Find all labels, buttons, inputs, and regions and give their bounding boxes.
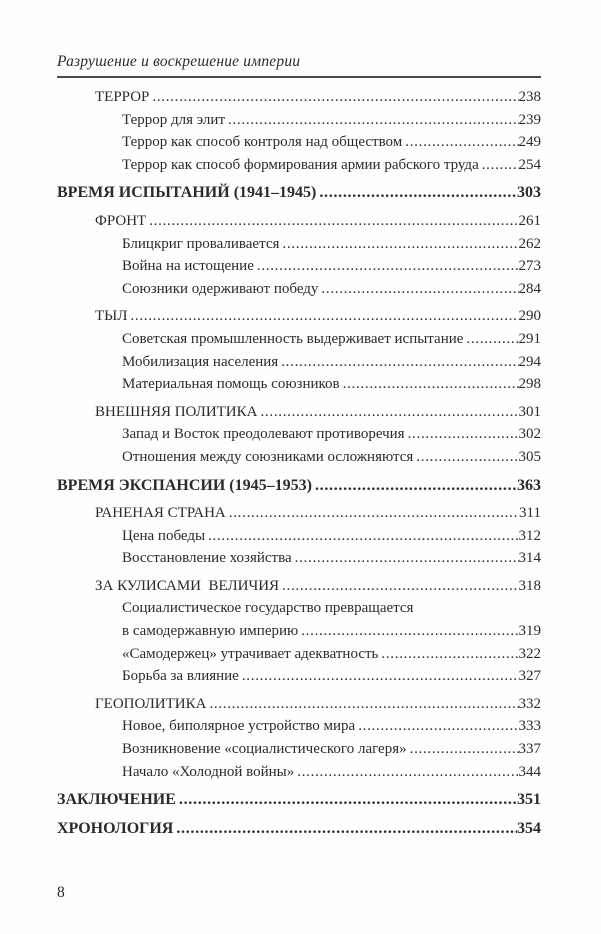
toc-entry-page: 333 bbox=[518, 718, 541, 735]
toc-entry-label: РАНЕНАЯ СТРАНА bbox=[95, 505, 226, 522]
toc-entry-label: Мобилизация населения bbox=[122, 353, 279, 370]
dot-leader bbox=[301, 620, 518, 643]
toc-entry-page: 314 bbox=[518, 550, 541, 567]
dot-leader bbox=[228, 109, 518, 132]
toc-entry-page: 312 bbox=[518, 527, 541, 544]
toc-entry bbox=[57, 182, 541, 205]
dot-leader bbox=[209, 693, 518, 716]
toc-entry-label: в самодержавную империю bbox=[122, 623, 299, 640]
dot-leader bbox=[416, 597, 541, 620]
dot-leader bbox=[179, 789, 517, 812]
toc-entry bbox=[122, 643, 541, 666]
toc-entry-label: Отношения между союзниками осложняются bbox=[122, 448, 414, 465]
dot-leader bbox=[229, 502, 519, 525]
toc-entry bbox=[122, 255, 541, 278]
toc-entry bbox=[122, 620, 541, 643]
toc-entry-label: Возникновение «социалистического лагеря» bbox=[122, 741, 407, 758]
dot-leader bbox=[297, 761, 518, 784]
dot-leader bbox=[408, 423, 519, 446]
toc-entry bbox=[122, 665, 541, 688]
toc-entry bbox=[122, 278, 541, 301]
toc-entry bbox=[95, 502, 541, 525]
toc-entry-page: 351 bbox=[517, 791, 541, 809]
toc-entry bbox=[122, 233, 541, 256]
toc-entry-page: 254 bbox=[518, 156, 541, 173]
toc-entry-label: Блицкриг проваливается bbox=[122, 235, 280, 252]
dot-leader bbox=[242, 665, 519, 688]
dot-leader bbox=[257, 255, 519, 278]
toc-entry bbox=[122, 131, 541, 154]
toc-entry-page: 327 bbox=[518, 668, 541, 685]
toc-entry-label: ГЕОПОЛИТИКА bbox=[95, 695, 207, 712]
toc-entry-page: 238 bbox=[518, 89, 541, 105]
toc-entry-label: ТЕРРОР bbox=[95, 89, 150, 105]
dot-leader bbox=[260, 401, 518, 424]
dot-leader bbox=[282, 575, 518, 598]
toc-entry-label: Террор для элит bbox=[122, 111, 226, 128]
toc-entry bbox=[122, 154, 541, 177]
toc-entry-label: Новое, биполярное устройство мира bbox=[122, 718, 356, 735]
dot-leader bbox=[416, 446, 518, 469]
toc-entry-label: Советская промышленность выдерживает испытание bbox=[122, 330, 464, 347]
toc-entry-page: 249 bbox=[518, 134, 541, 151]
toc-entry-label: Союзники одерживают победу bbox=[122, 280, 319, 297]
toc-entry bbox=[95, 401, 541, 424]
toc-entry-page: 298 bbox=[518, 376, 541, 393]
toc-entry-page: 305 bbox=[518, 448, 541, 465]
page-number: 8 bbox=[57, 884, 65, 901]
toc-entry-label: Террор как способ формирования армии рабского труда bbox=[122, 156, 479, 173]
dot-leader bbox=[319, 182, 517, 205]
dot-leader bbox=[315, 475, 517, 498]
toc-entry bbox=[122, 109, 541, 132]
toc-entry-page: 273 bbox=[518, 258, 541, 275]
toc-entry bbox=[122, 446, 541, 469]
toc-entry bbox=[95, 693, 541, 716]
toc-entry-page: 337 bbox=[518, 741, 541, 758]
toc-entry-page: 294 bbox=[518, 353, 541, 370]
toc-entry-label: ВНЕШНЯЯ ПОЛИТИКА bbox=[95, 403, 258, 420]
dot-leader bbox=[381, 643, 518, 666]
toc-entry-label: Начало «Холодной войны» bbox=[122, 763, 295, 780]
dot-leader bbox=[295, 547, 519, 570]
dot-leader bbox=[466, 328, 518, 351]
toc-entry-page: 239 bbox=[518, 111, 541, 128]
toc-entry bbox=[57, 818, 541, 841]
toc-entry-page: 303 bbox=[517, 184, 541, 202]
dot-leader bbox=[152, 86, 518, 109]
dot-leader bbox=[282, 233, 518, 256]
toc-entry-page: 291 bbox=[518, 330, 541, 347]
toc-entry-label: Социалистическое государство превращается bbox=[122, 600, 414, 617]
toc-entry-page: 322 bbox=[518, 645, 541, 662]
toc-entry bbox=[122, 328, 541, 351]
toc-entry-label: ХРОНОЛОГИЯ bbox=[57, 819, 174, 837]
toc-entry-page: 284 bbox=[518, 280, 541, 297]
toc-entry-label: ФРОНТ bbox=[95, 212, 147, 229]
toc-entry-label: «Самодержец» утрачивает адекватность bbox=[122, 645, 379, 662]
toc-entry-page: 354 bbox=[517, 819, 541, 837]
toc-entry-label: ЗАКЛЮЧЕНИЕ bbox=[57, 791, 176, 809]
dot-leader bbox=[176, 818, 517, 841]
toc-entry-page: 318 bbox=[518, 577, 541, 594]
dot-leader bbox=[405, 131, 518, 154]
toc-entry-page: 344 bbox=[518, 763, 541, 780]
toc-entry bbox=[122, 715, 541, 738]
toc-entry-label: Цена победы bbox=[122, 527, 206, 544]
toc-entry bbox=[122, 761, 541, 784]
toc-entry-page: 262 bbox=[518, 235, 541, 252]
toc-entry-page: 302 bbox=[518, 426, 541, 443]
toc-entry bbox=[122, 423, 541, 446]
toc-entry bbox=[95, 575, 541, 598]
dot-leader bbox=[410, 738, 519, 761]
toc-entry-page: 290 bbox=[518, 308, 541, 325]
toc-entry-label: Запад и Восток преодолевают противоречия bbox=[122, 426, 405, 443]
dot-leader bbox=[281, 351, 518, 374]
toc-entry-label: ВРЕМЯ ИСПЫТАНИЙ (1941–1945) bbox=[57, 184, 317, 202]
dot-leader bbox=[321, 278, 518, 301]
toc-entry-label: Восстановление хозяйства bbox=[122, 550, 292, 567]
toc-entry bbox=[57, 475, 541, 498]
dot-leader bbox=[208, 525, 518, 548]
toc-entry bbox=[122, 525, 541, 548]
toc-entry-page: 332 bbox=[518, 695, 541, 712]
dot-leader bbox=[343, 373, 519, 396]
toc-entry-page: 301 bbox=[518, 403, 541, 420]
toc-entry-label: Материальная помощь союзников bbox=[122, 376, 340, 393]
toc-entry-label: Террор как способ контроля над обществом bbox=[122, 134, 403, 151]
toc-entry-page: 363 bbox=[517, 476, 541, 494]
toc-entry-label: ВРЕМЯ ЭКСПАНСИИ (1945–1953) bbox=[57, 476, 312, 494]
toc-entry bbox=[95, 86, 541, 109]
toc-entry-page: 311 bbox=[519, 505, 541, 522]
toc-entry-label: ЗА КУЛИСАМИ ВЕЛИЧИЯ bbox=[95, 577, 280, 594]
toc-entry bbox=[57, 789, 541, 812]
toc-entry bbox=[95, 305, 541, 328]
toc-entry-page: 319 bbox=[518, 623, 541, 640]
toc-entry bbox=[122, 373, 541, 396]
dot-leader bbox=[130, 305, 518, 328]
table-of-contents bbox=[57, 86, 541, 840]
running-header: Разрушение и воскрешение империи bbox=[57, 52, 541, 78]
toc-entry-label: ТЫЛ bbox=[95, 308, 128, 325]
dot-leader bbox=[482, 154, 519, 177]
toc-entry-label: Борьба за влияние bbox=[122, 668, 239, 685]
toc-entry bbox=[95, 210, 541, 233]
dot-leader bbox=[358, 715, 518, 738]
toc-entry bbox=[122, 738, 541, 761]
toc-entry bbox=[122, 547, 541, 570]
toc-entry-page: 261 bbox=[518, 212, 541, 229]
toc-entry bbox=[122, 351, 541, 374]
toc-entry-label: Война на истощение bbox=[122, 258, 254, 275]
dot-leader bbox=[149, 210, 518, 233]
toc-entry bbox=[122, 597, 541, 620]
